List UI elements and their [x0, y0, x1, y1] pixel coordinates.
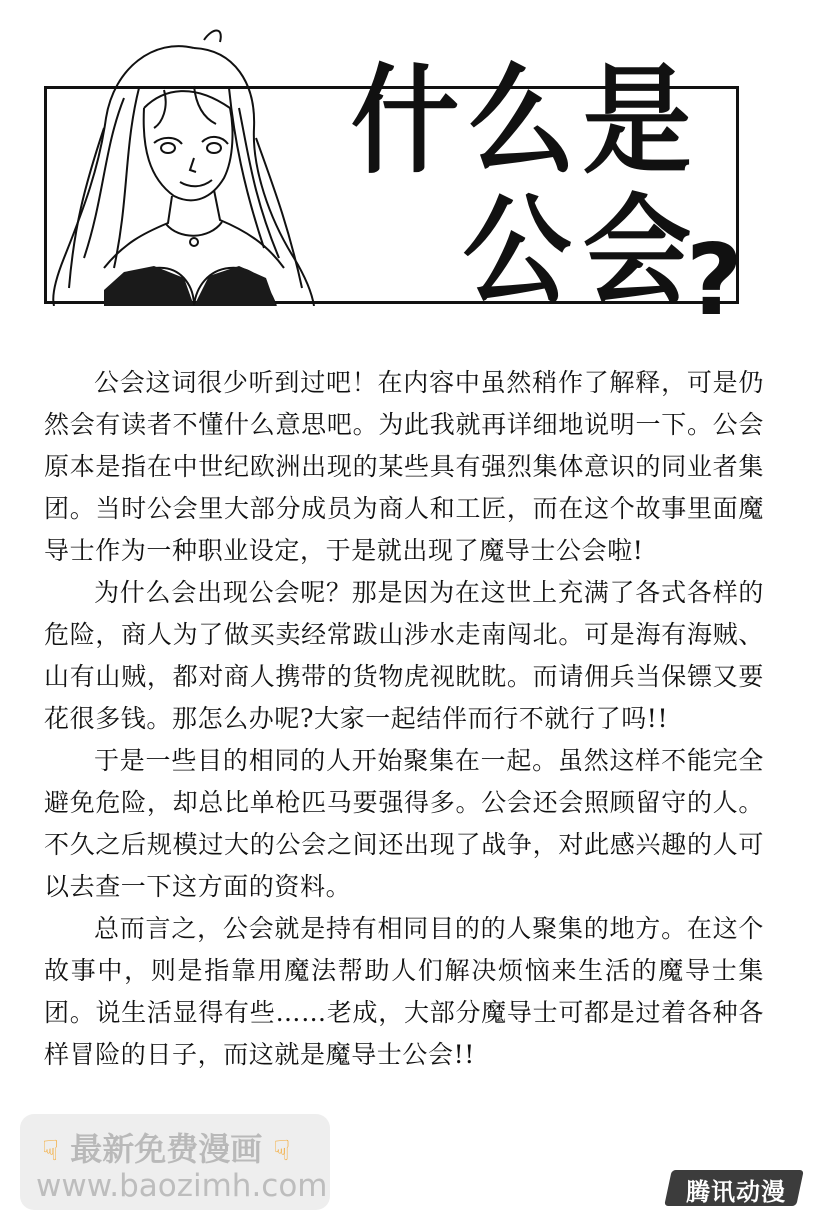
title-char-1: 什 [350, 52, 460, 190]
publisher-logo-text: 腾讯动漫 [686, 1178, 786, 1206]
paragraph-4: 总而言之，公会就是持有相同目的的人聚集的地方。在这个故事中，则是指靠用魔法帮助人们解决烦恼来生活的魔导士集团。说生活显得有些……老成，大部分魔导士可都是过着各种各样冒险的日子，而这就是魔导士公会!! [44, 914, 764, 1069]
title-char-4: 公 [462, 182, 572, 320]
pointing-down-hand-icon: ☟ [273, 1134, 291, 1167]
watermark-slogan [42, 1124, 290, 1170]
title-question-mark: ? [686, 224, 743, 338]
watermark-slogan-text: 最新免费漫画 [70, 1130, 263, 1168]
title-char-3: 是 [582, 52, 692, 190]
girl-portrait-illustration [44, 28, 316, 306]
pointing-down-hand-icon: ☟ [42, 1134, 60, 1167]
paragraph-2: 为什么会出现公会呢？那是因为在这世上充满了各式各样的危险，商人为了做买卖经常跋山涉水走南闯北。可是海有海贼、山有山贼，都对商人携带的货物虎视眈眈。而请佣兵当保镖又要花很多钱。那怎么办呢?大家一起结伴而行不就行了吗!! [44, 578, 764, 733]
watermark-url: www.baozimh.com [36, 1168, 328, 1204]
title-char-5: 会 [582, 182, 692, 320]
paragraph-3: 于是一些目的相同的人开始聚集在一起。虽然这样不能完全避免危险，却总比单枪匹马要强得多。公会还会照顾留守的人。不久之后规模过大的公会之间还出现了战争，对此感兴趣的人可以去查一下这方面的资料。 [44, 746, 764, 901]
title-char-2: 么 [466, 52, 576, 190]
site-watermark [20, 1114, 330, 1210]
article-body [44, 362, 764, 1076]
paragraph-1: 公会这词很少听到过吧！在内容中虽然稍作了解释，可是仍然会有读者不懂什么意思吧。为此我就再详细地说明一下。公会原本是指在中世纪欧洲出现的某些具有强烈集体意识的同业者集团。当时公会里大部分成员为商人和工匠，而在这个故事里面魔导士作为一种职业设定，于是就出现了魔导士公会啦! [44, 368, 764, 565]
